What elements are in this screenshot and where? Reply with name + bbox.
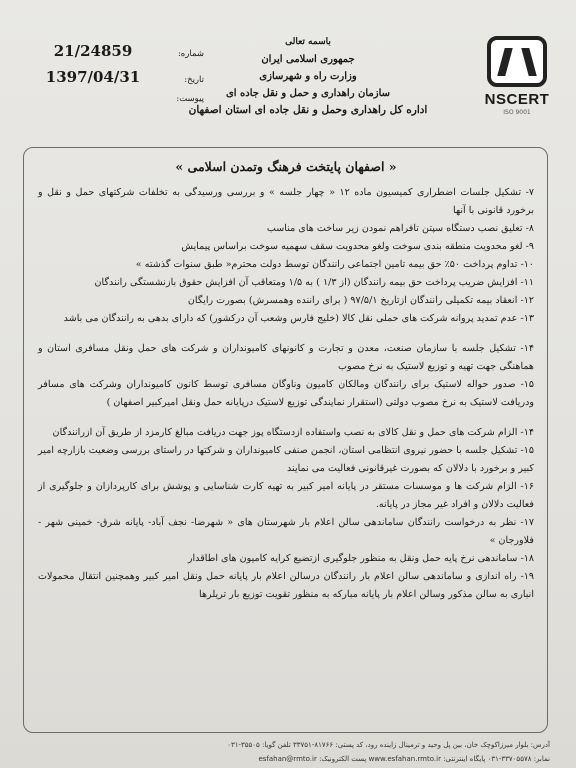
organization-logo (478, 36, 556, 116)
demand-item: ۷- تشکیل جلسات اضطراری کمیسیون ماده ۱۲ « چهار جلسه » و بررسی ورسیدگی به تخلفات شرکتهای حمل و نقل و برخورد قانونی با آنها (38, 187, 534, 216)
demands-list (38, 184, 534, 604)
demand-item: ۱۵- تشکیل جلسه با حضور نیروی انتظامی استان، انجمن صنفی کامیونداران و شرکتها در راستای بررسی وضعیت بازارچه امیر کبیر و برخورد با دلالان که بصورت غیرقانونی فعالیت می نمایند (38, 445, 534, 474)
demand-item: ۱۰- تداوم پرداخت ۵۰٪ حق بیمه تامین اجتماعی رانندگان توسط دولت محترم« طبق سنوات گذشته » (135, 259, 534, 270)
heading-line: سازمان راهداری و حمل و نقل جاده ای (225, 88, 391, 99)
certification-logo-text: NSCERT (484, 91, 550, 108)
demand-item: ۱۴- الزام شرکت های حمل و نقل کالای به نصب واستفاده ازدستگاه پوز جهت دریافت مبالغ کارمزد از طریق آن ازرانندگان (52, 427, 534, 438)
footer-address: آدرس: بلوار میرزاکوچک خان، بین پل وحید و ترمینال زاینده رود، کد پستی: ۸۱۷۶۶-۳۳۷۵۱ تلفن گویا: ۳۵۵۰۵-۰۳۱ (227, 741, 550, 749)
letter-number-label: شماره: (177, 49, 204, 59)
demand-item: ۱۲- انعقاد بیمه تکمیلی رانندگان ازتاریخ ۹۷/۵/۱ ( برای راننده وهمسرش) بصورت رایگان (187, 295, 534, 306)
footer-contact: نمابر: ۳۳۷۰۵۵۷۸-۰۳۱ پایگاه اینترنتی: www.esfahan.rmto.ir پست الکترونیک: esfahan@rmto.ir (258, 755, 550, 763)
heading-line: باسمه تعالی (285, 37, 331, 47)
document-title: « اصفهان پایتخت فرهنگ وتمدن اسلامی » (175, 159, 397, 174)
demand-item: ۱۹- راه اندازی و ساماندهی سالن اعلام بار رانندگان درسالن اعلام بار پایانه حمل ونقل امیر کبیر وهمچنین انتقال محمولات انباری به سالن مذکور وسالن اعلام بار پایانه مبارکه به منظور تقویت توزیع بار تریلرها (38, 571, 534, 600)
letter-date-row (24, 68, 204, 94)
demand-item: ۱۷- نظر به درخواست رانندگان ساماندهی سالن اعلام بار شهرستان های « شهرضا- نجف آباد- پایانه شرق- خمینی شهر - فلاورجان » (38, 517, 534, 546)
letter-date-label: تاریخ: (184, 75, 204, 85)
demand-item: ۱۱- افزایش ضریب پرداخت حق بیمه رانندگان (از ۱/۳ ) به ۱/۵ ومتعاقب آن افزایش حقوق بازنشستگی رانندگان (94, 277, 534, 288)
demand-item: ۹- لغو محدویت منطقه بندی سوخت ولغو محدویت سقف سهمیه سوخت براساس پیمایش (181, 241, 534, 252)
ministry-heading (178, 34, 438, 119)
letter-footer (30, 738, 550, 766)
certification-logo-subtext: ISO 9001 (503, 109, 531, 116)
letter-body (38, 154, 534, 604)
rmto-emblem-icon (487, 36, 547, 87)
letter-meta (24, 42, 204, 120)
heading-line: وزارت راه و شهرسازی (259, 71, 357, 82)
demand-item: ۱۸- ساماندهی نرخ پایه حمل ونقل به منظور جلوگیری ازتضیع کرایه کامیون های اطاقدار (187, 553, 534, 564)
heading-line: اداره کل راهداری وحمل و نقل جاده ای استان اصفهان (188, 104, 428, 116)
heading-line: جمهوری اسلامی ایران (261, 54, 355, 65)
demand-item: ۸- تعلیق نصب دستگاه سپتن تافراهم نمودن زیر ساخت های مناسب (266, 223, 534, 234)
letter-number-value: 21/24859 (53, 42, 133, 60)
section-gap (38, 328, 534, 340)
demand-item: ۱۳- عدم تمدید پروانه شرکت های حملی نقل کالا (خلیج فارس وشعب آن درکشور) که دارای بدهی به رانندگان می باشد (63, 313, 534, 324)
letter-date-value: 1397/04/31 (45, 68, 141, 86)
demand-item: ۱۴- تشکیل جلسه با سازمان صنعت، معدن و تجارت و کانونهای کامیونداران و شرکت های حمل ونقل مسافری استان و هماهنگی جهت تهیه و توزیع لاستیک به نرخ مصوب (38, 343, 534, 372)
letter-header (8, 14, 568, 136)
demand-item: ۱۵- صدور حواله لاستیک برای رانندگان ومالکان کامیون وناوگان مسافری توسط کانون کامیونداران وشرکت های مسافر ودریافت لاستیک به نرخ مصوب دولتی (استقرار نمایندگی توزیع لاستیک درپایانه حمل ونقل امیرکبیر اصفهان ) (38, 379, 534, 408)
letter-number-row (24, 42, 204, 68)
section-gap (38, 412, 534, 424)
demand-item: ۱۶- الزام شرکت ها و موسسات مستقر در پایانه امیر کبیر به تهیه کارت شناسایی و پوشش برای کارپردازان و جلوگیری از فعالیت دلالان و افراد غیر مجاز در پایانه. (38, 481, 534, 510)
letter-attachment-label: پیوست: (176, 94, 204, 104)
letter-attachment-row (24, 94, 204, 120)
